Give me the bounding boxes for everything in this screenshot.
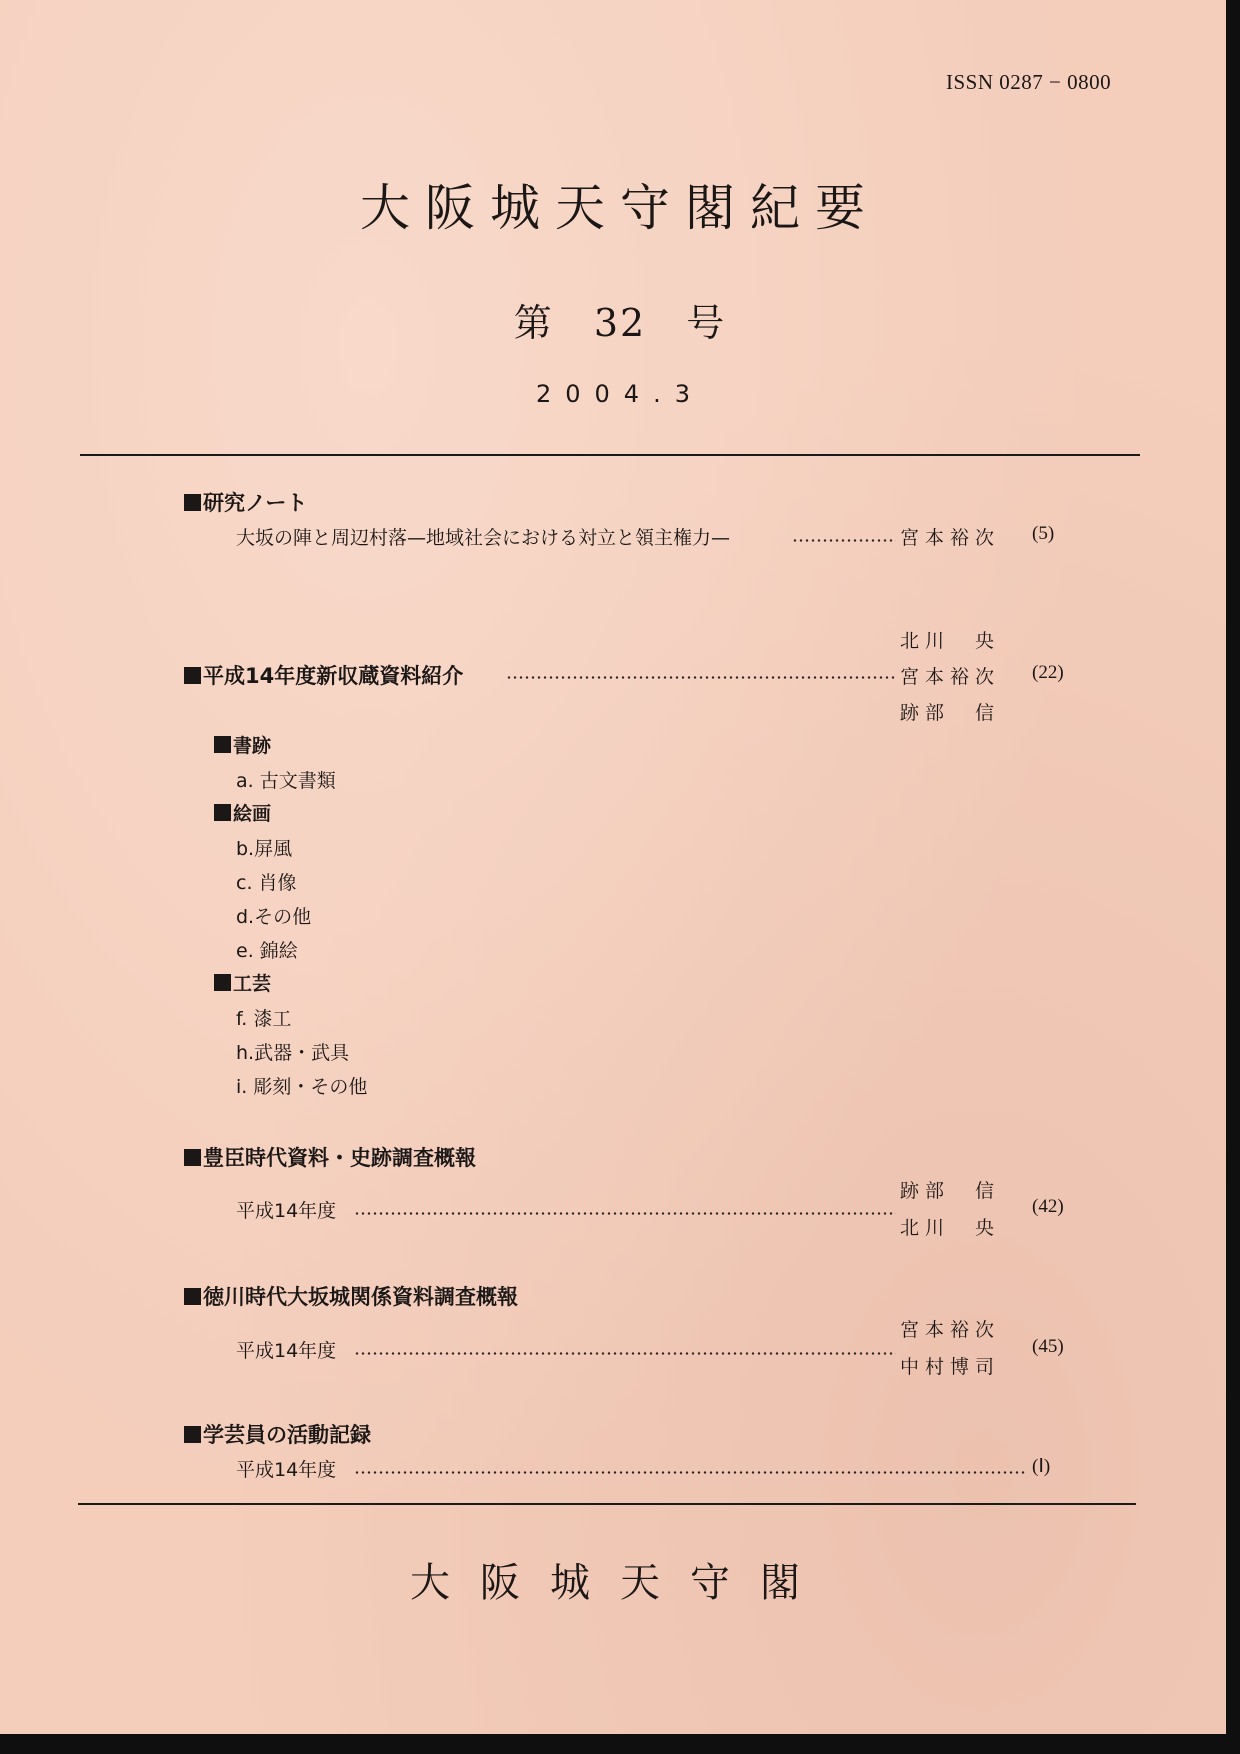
list-item: i. 彫刻・その他 [236, 1076, 368, 1098]
curators-record-heading [184, 1419, 371, 1449]
list-item: c. 肖像 [236, 872, 297, 894]
list-item: h.武器・武具 [236, 1042, 350, 1064]
list-item: e. 錦絵 [236, 940, 298, 962]
tokugawa-author: 中村博司 [900, 1356, 1001, 1378]
leader-dots [792, 539, 896, 542]
research-note-heading [184, 487, 307, 517]
group-heading-label: 絵画 [233, 803, 272, 825]
curators-page: (Ⅰ) [1032, 1456, 1051, 1477]
issn-number: ISSN 0287 − 0800 [946, 70, 1112, 94]
list-item: a. 古文書類 [236, 770, 336, 792]
square-bullet-icon [214, 804, 231, 821]
toyotomi-author: 北川 央 [900, 1217, 1001, 1239]
painting-group-heading [214, 799, 271, 826]
tokugawa-survey-heading [184, 1281, 518, 1311]
toyotomi-author: 跡部 信 [900, 1180, 1001, 1202]
research-note-heading-label: 研究ノート [203, 491, 308, 515]
curators-record-heading-label: 学芸員の活動記録 [203, 1423, 371, 1447]
square-bullet-icon [184, 1288, 201, 1305]
issue-number: 第 32 号 [513, 301, 727, 345]
toyotomi-entry: 平成14年度 [236, 1200, 337, 1222]
bottom-divider [78, 1503, 1136, 1505]
square-bullet-icon [214, 736, 231, 753]
acquisitions-heading [184, 660, 463, 690]
research-note-author: 宮本裕次 [900, 527, 1001, 549]
acquisitions-page: (22) [1032, 662, 1064, 683]
group-heading-label: 書跡 [233, 735, 272, 757]
leader-dots [354, 1352, 896, 1355]
leader-dots [506, 676, 896, 679]
list-item: f. 漆工 [236, 1008, 292, 1030]
acquisitions-author: 跡部 信 [900, 702, 1001, 724]
journal-title: 大阪城天守閣紀要 [360, 179, 880, 237]
leader-dots [354, 1471, 1026, 1474]
toyotomi-page: (42) [1032, 1196, 1064, 1217]
square-bullet-icon [214, 974, 231, 991]
square-bullet-icon [184, 1149, 201, 1166]
crafts-group-heading [214, 969, 271, 996]
publication-date: 2004.3 [536, 380, 704, 408]
list-item: d.その他 [236, 906, 312, 928]
group-heading-label: 工芸 [233, 973, 272, 995]
list-item: b.屏風 [236, 838, 293, 860]
research-note-entry: 大坂の陣と周辺村落—地域社会における対立と領主権力— [236, 527, 731, 549]
toyotomi-survey-heading-label: 豊臣時代資料・史跡調査概報 [203, 1146, 476, 1170]
top-divider [80, 454, 1140, 456]
research-note-page: (5) [1032, 523, 1055, 544]
leader-dots [354, 1212, 896, 1215]
tokugawa-survey-heading-label: 徳川時代大坂城関係資料調査概報 [203, 1285, 518, 1309]
square-bullet-icon [184, 1426, 201, 1443]
square-bullet-icon [184, 494, 201, 511]
publisher-name: 大阪城天守閣 [410, 1560, 830, 1606]
toyotomi-survey-heading [184, 1142, 476, 1172]
square-bullet-icon [184, 667, 201, 684]
tokugawa-author: 宮本裕次 [900, 1319, 1001, 1341]
acquisitions-author: 北川 央 [900, 630, 1001, 652]
curators-entry: 平成14年度 [236, 1459, 337, 1481]
tokugawa-page: (45) [1032, 1336, 1064, 1357]
acquisitions-author: 宮本裕次 [900, 666, 1001, 688]
calligraphy-group-heading [214, 731, 271, 758]
tokugawa-entry: 平成14年度 [236, 1340, 337, 1362]
acquisitions-heading-label: 平成14年度新収蔵資料紹介 [203, 664, 464, 688]
